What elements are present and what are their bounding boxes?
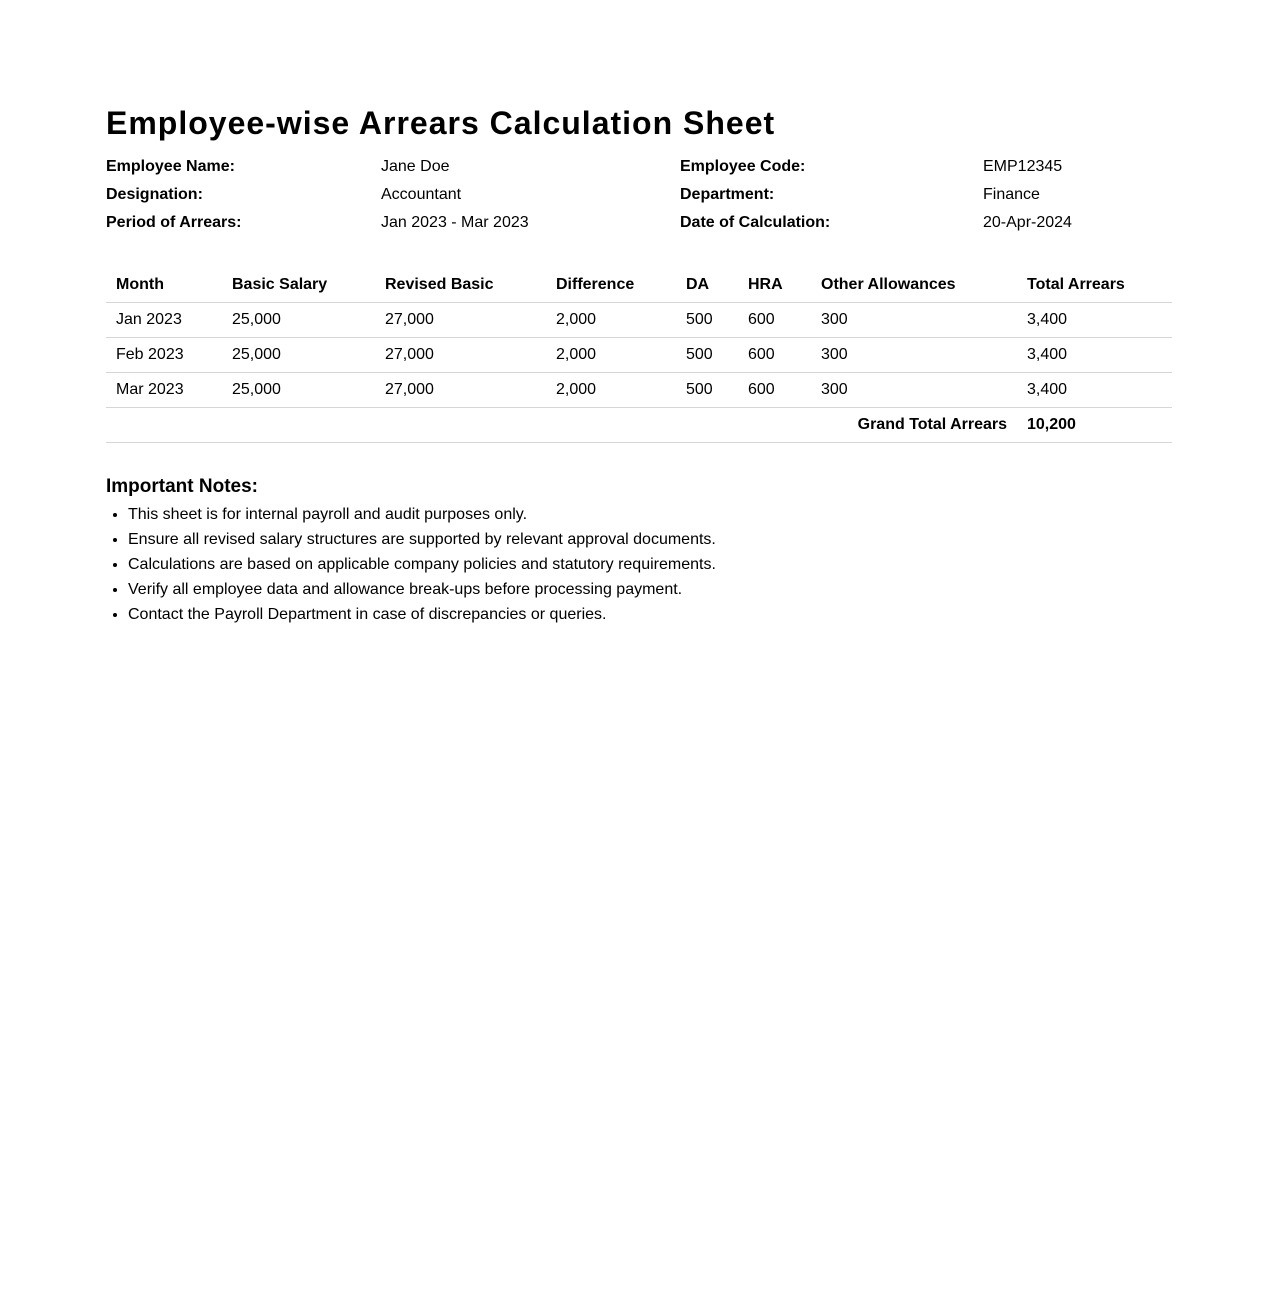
- employee-name-label: Employee Name:: [106, 158, 235, 175]
- cell-da: 500: [676, 303, 738, 338]
- cell-da: 500: [676, 338, 738, 373]
- column-header-revised-basic: Revised Basic: [375, 268, 546, 303]
- cell-total-arrears: 3,400: [1017, 373, 1172, 408]
- column-header-total-arrears: Total Arrears: [1017, 268, 1172, 303]
- employee-info: [106, 156, 1172, 240]
- list-item: • This sheet is for internal payroll and audit purposes only.: [128, 502, 1172, 527]
- info-row: [106, 184, 1172, 212]
- list-item: • Verify all employee data and allowance break-ups before processing payment.: [128, 577, 1172, 602]
- department-value: Finance: [983, 186, 1040, 203]
- cell-hra: 600: [738, 338, 811, 373]
- grand-total-row: [106, 408, 1172, 443]
- employee-code-value: EMP12345: [983, 158, 1063, 175]
- important-notes: [106, 474, 1172, 627]
- calculation-date-label: Date of Calculation:: [680, 214, 831, 231]
- cell-revised-basic: 27,000: [375, 338, 546, 373]
- period-value: Jan 2023 - Mar 2023: [381, 214, 529, 231]
- column-header-difference: Difference: [546, 268, 676, 303]
- list-item: • Contact the Payroll Department in case of discrepancies or queries.: [128, 602, 1172, 627]
- grand-total-value: 10,200: [1017, 408, 1172, 443]
- cell-hra: 600: [738, 303, 811, 338]
- cell-difference: 2,000: [546, 303, 676, 338]
- cell-month: Jan 2023: [106, 303, 222, 338]
- arrears-table: [106, 268, 1172, 443]
- page-title: Employee-wise Arrears Calculation Sheet: [106, 105, 776, 141]
- notes-list: [106, 502, 1172, 627]
- notes-title: Important Notes:: [106, 476, 258, 497]
- column-header-da: DA: [676, 268, 738, 303]
- cell-basic-salary: 25,000: [222, 373, 375, 408]
- list-item: • Ensure all revised salary structures are supported by relevant approval documents.: [128, 527, 1172, 552]
- designation-value: Accountant: [381, 186, 462, 203]
- cell-total-arrears: 3,400: [1017, 303, 1172, 338]
- grand-total-label: Grand Total Arrears: [106, 408, 1017, 443]
- calculation-date-value: 20-Apr-2024: [983, 214, 1072, 231]
- period-label: Period of Arrears:: [106, 214, 242, 231]
- table-header-row: [106, 268, 1172, 303]
- department-label: Department:: [680, 186, 775, 203]
- designation-label: Designation:: [106, 186, 203, 203]
- table-row: [106, 373, 1172, 408]
- info-row: [106, 156, 1172, 184]
- cell-basic-salary: 25,000: [222, 338, 375, 373]
- employee-code-label: Employee Code:: [680, 158, 806, 175]
- cell-difference: 2,000: [546, 373, 676, 408]
- cell-month: Feb 2023: [106, 338, 222, 373]
- cell-revised-basic: 27,000: [375, 303, 546, 338]
- column-header-hra: HRA: [738, 268, 811, 303]
- cell-other-allowances: 300: [811, 303, 1017, 338]
- info-row: [106, 212, 1172, 240]
- cell-basic-salary: 25,000: [222, 303, 375, 338]
- list-item: • Calculations are based on applicable company policies and statutory requirements.: [128, 552, 1172, 577]
- column-header-basic-salary: Basic Salary: [222, 268, 375, 303]
- column-header-other-allowances: Other Allowances: [811, 268, 1017, 303]
- cell-revised-basic: 27,000: [375, 373, 546, 408]
- cell-other-allowances: 300: [811, 373, 1017, 408]
- column-header-month: Month: [106, 268, 222, 303]
- cell-month: Mar 2023: [106, 373, 222, 408]
- cell-total-arrears: 3,400: [1017, 338, 1172, 373]
- employee-name-value: Jane Doe: [381, 158, 450, 175]
- table-row: [106, 303, 1172, 338]
- cell-other-allowances: 300: [811, 338, 1017, 373]
- table-row: [106, 338, 1172, 373]
- cell-da: 500: [676, 373, 738, 408]
- cell-hra: 600: [738, 373, 811, 408]
- cell-difference: 2,000: [546, 338, 676, 373]
